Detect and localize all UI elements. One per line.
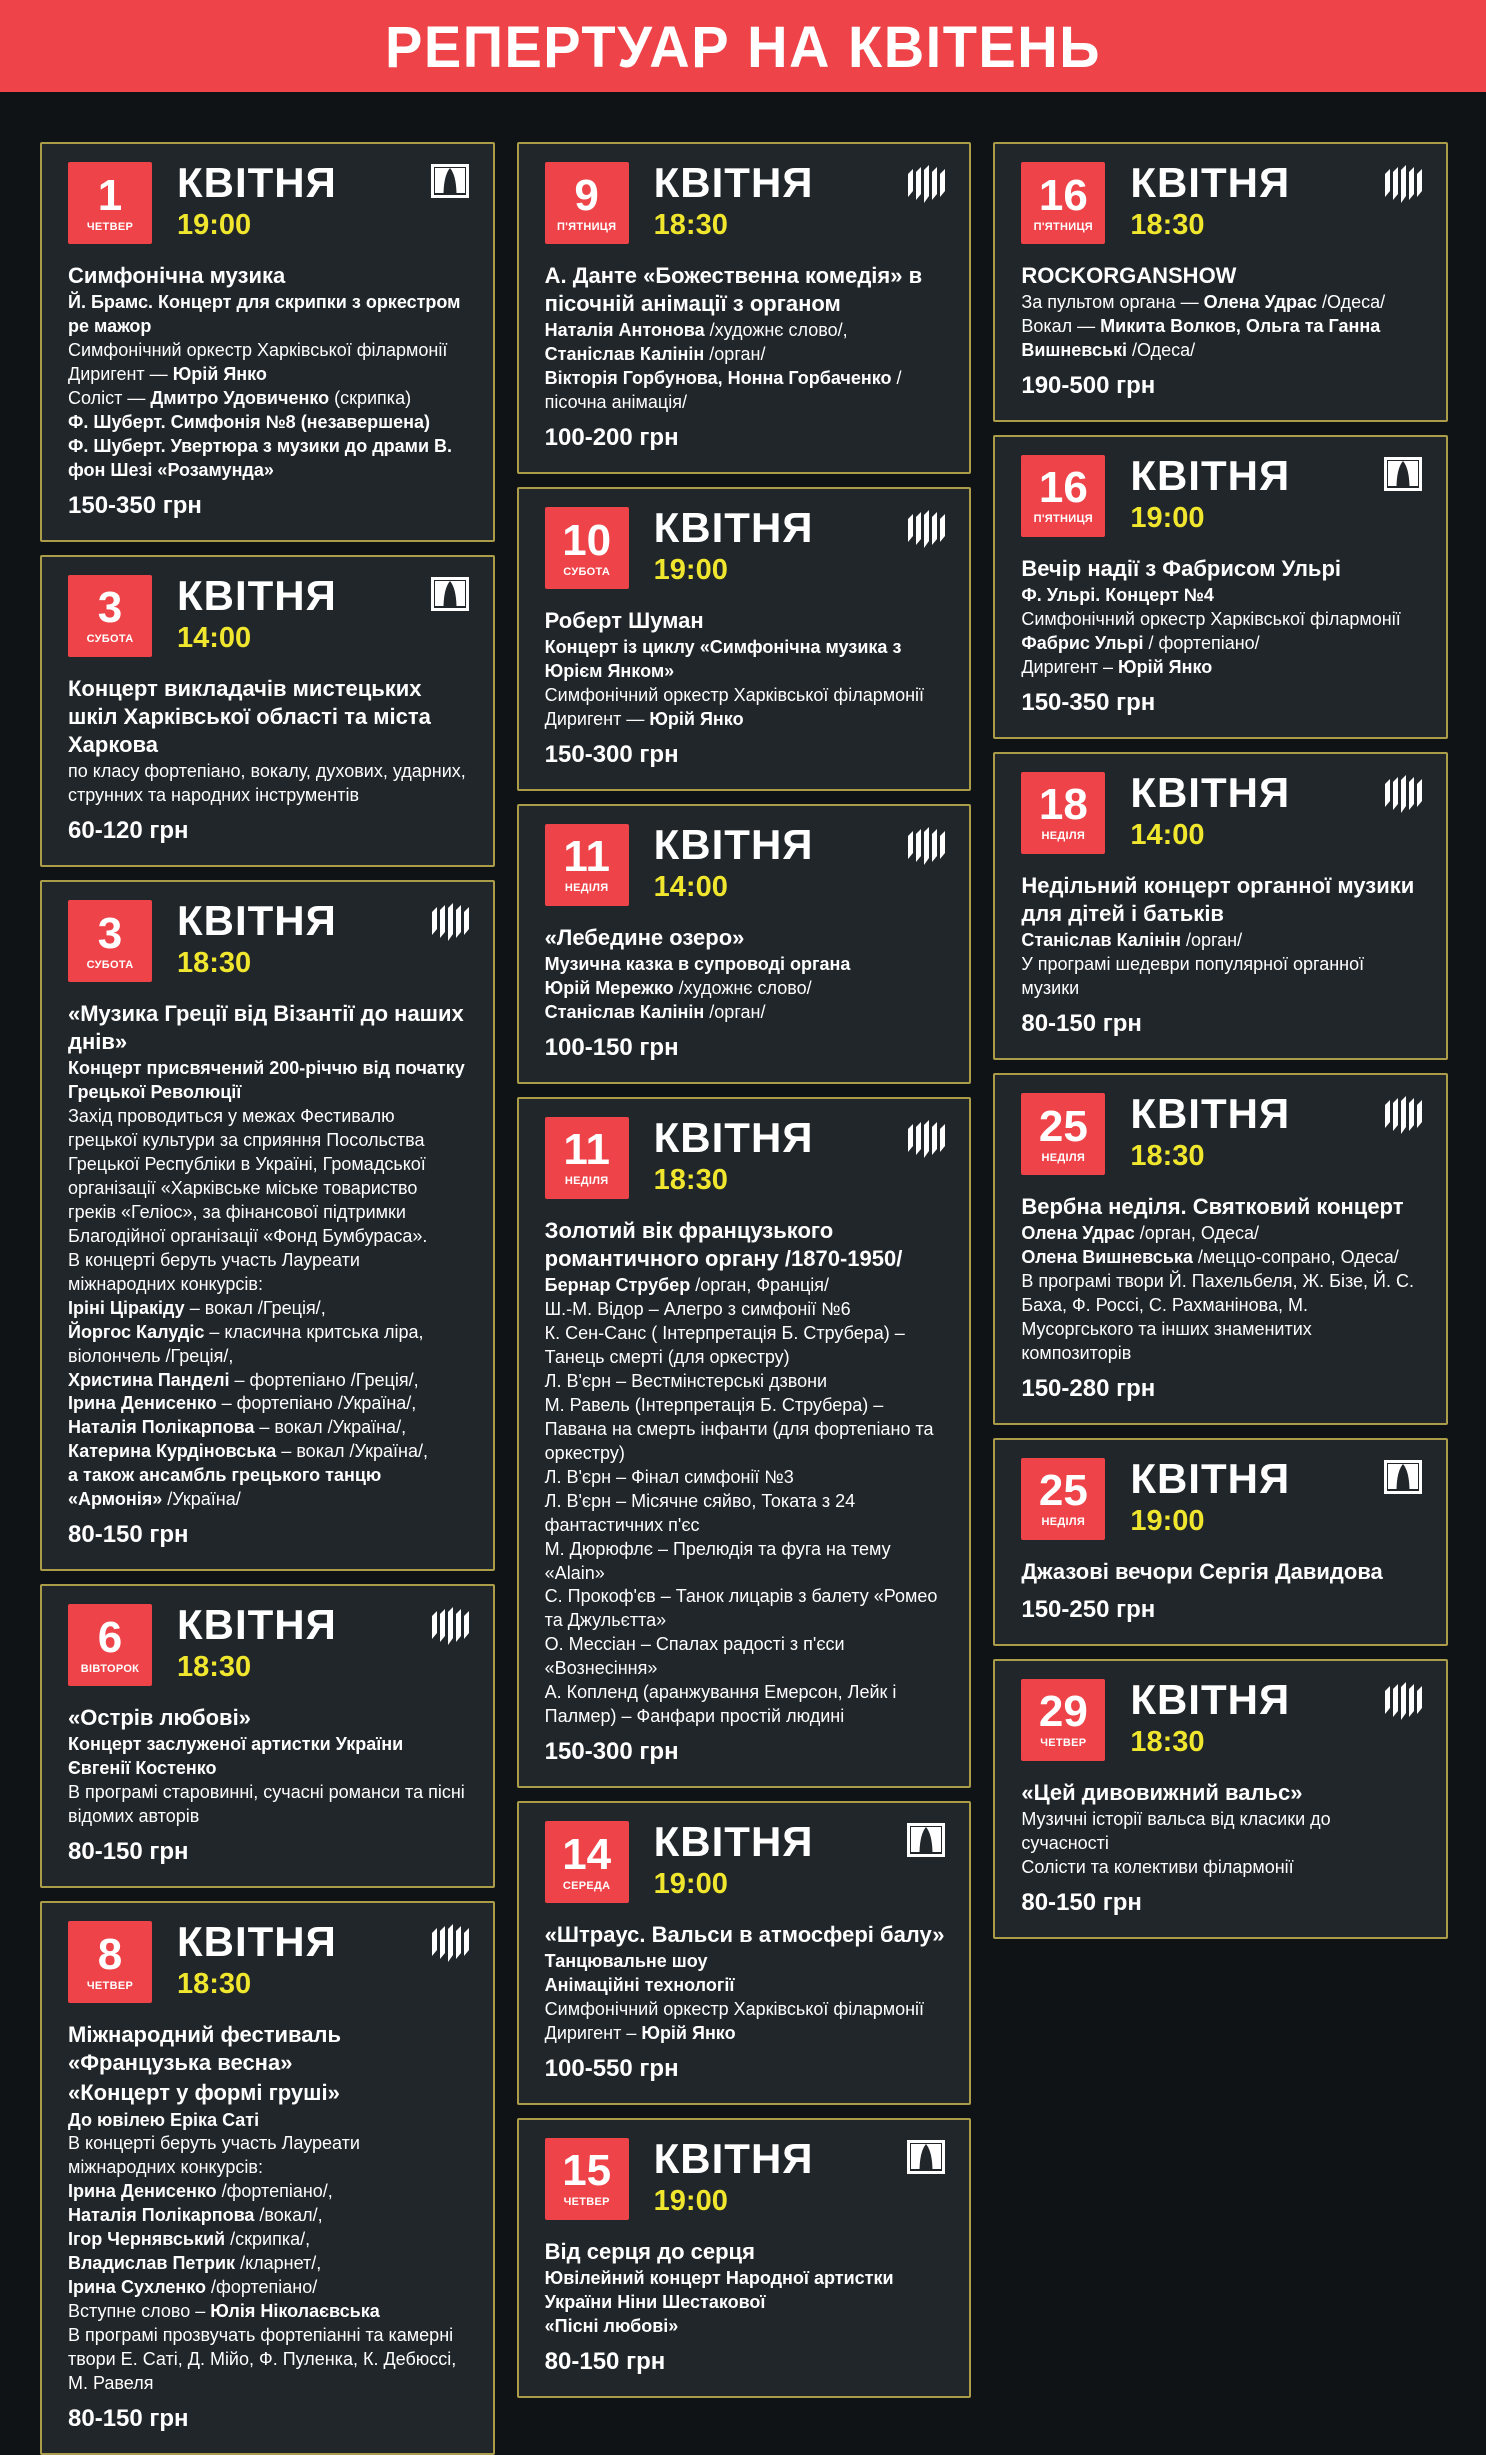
theater-stage-icon [431, 164, 469, 198]
month-time-block [177, 897, 337, 979]
event-card-body [1021, 261, 1422, 363]
month-label: КВІТНЯ [1130, 1454, 1291, 1502]
event-card [40, 555, 495, 867]
event-card [517, 2118, 972, 2398]
event-time: 19:00 [653, 1868, 728, 1901]
date-badge [545, 162, 629, 244]
date-weekday: ЧЕТВЕР [86, 220, 134, 233]
event-line-bold: Ювілейний концерт Народної артистки України Ніни Шестакової [544, 2268, 894, 2313]
event-price: 150-300 грн [544, 1738, 679, 1766]
organ-pipes-icon [907, 164, 945, 204]
month-time-block [653, 2134, 814, 2217]
event-line-title: А. Данте «Божественна комедія» в пісочній анімації з органом [544, 263, 923, 317]
event-line-normal: Симфонічний оркестр Харківської філармонії [544, 685, 925, 706]
month-label: КВІТНЯ [653, 2134, 814, 2182]
date-weekday: П'ЯТНИЦЯ [1033, 220, 1094, 233]
month-time-block [177, 1918, 337, 2001]
event-line-normal: О. Мессіан – Спалах радості з п'єси «Вознесіння» [544, 1634, 845, 1679]
event-time: 18:30 [1130, 209, 1205, 241]
event-time: 18:30 [1130, 1725, 1205, 1758]
event-line-normal: В програмі прозвучать фортепіанні та камерні твори Е. Саті, Д. Мійо, Ф. Пуленка, К. Дебюссі, М. Равеля [68, 2324, 457, 2393]
event-line-normal: Катерина Курдіновська – вокал /Україна/, [68, 1441, 428, 1462]
event-card-header [545, 1818, 946, 1903]
organ-pipes-icon [1384, 164, 1422, 204]
event-card [993, 435, 1448, 739]
month-label: КВІТНЯ [653, 504, 814, 552]
event-line-bold: Концерт із циклу «Симфонічна музика з Юрієм Янком» [544, 637, 902, 682]
month-time-block [653, 820, 814, 903]
event-line-normal: Бернар Струбер /орган, Франція/ [544, 1275, 830, 1296]
event-line-normal: Диригент – Юрій Янко [1021, 656, 1213, 677]
event-line-normal: В програмі старовинні, сучасні романси та пісні відомих авторів [68, 1782, 465, 1827]
month-label: КВІТНЯ [177, 159, 337, 206]
event-price: 80-150 грн [1021, 1888, 1142, 1916]
event-line-normal: Вокал — Микита Волков, Ольга та Ганна Вишневські /Одеса/ [1021, 316, 1381, 361]
event-line-title: «Острів любові» [68, 1705, 251, 1731]
date-day: 10 [562, 515, 612, 565]
event-line-normal: Владислав Петрик /кларнет/, [68, 2253, 322, 2274]
month-time-block [1130, 451, 1291, 534]
month-label: КВІТНЯ [1130, 768, 1291, 816]
date-badge [545, 1821, 629, 1903]
event-line-title: Міжнародний фестиваль «Французька весна» [68, 2022, 341, 2076]
page-header [0, 0, 1486, 92]
event-line-normal: Олена Удрас /орган, Одеса/ [1021, 1223, 1259, 1244]
theater-stage-icon [431, 577, 469, 611]
event-line-normal: У програмі шедеври популярної органної музики [1021, 954, 1365, 999]
event-time: 18:30 [177, 1651, 252, 1684]
event-line-title: «Концерт у формі груші» [68, 2080, 340, 2106]
event-time: 18:30 [653, 209, 728, 241]
event-time: 14:00 [653, 870, 728, 903]
schedule-grid [0, 92, 1486, 2455]
event-line-normal: Наталія Полікарпова /вокал/, [68, 2205, 323, 2226]
event-line-normal: Диригент — Юрій Янко [68, 363, 267, 384]
month-time-block [1130, 768, 1291, 851]
date-weekday: СУБОТА [86, 958, 134, 971]
month-time-block [653, 1818, 814, 1901]
date-day: 16 [1038, 463, 1088, 513]
event-line-normal: Ірина Сухленко /фортепіано/ [68, 2277, 318, 2298]
event-line-normal: Л. В'єрн – Місячне сяйво, Токата з 24 фантастичних п'єс [544, 1490, 856, 1535]
event-line-title: «Штраус. Вальси в атмосфері балу» [544, 1922, 945, 1948]
event-line-normal: Симфонічний оркестр Харківської філармонії [1021, 609, 1401, 630]
date-weekday: НЕДІЛЯ [564, 1175, 609, 1188]
event-card [517, 142, 972, 474]
event-line-normal: Станіслав Калінін /орган/ [1021, 930, 1243, 951]
month-time-block [653, 1113, 814, 1196]
event-line-title: Джазові вечори Сергія Давидова [1021, 1558, 1383, 1584]
date-badge [545, 2138, 629, 2220]
event-line-normal: Христина Панделі – фортепіано /Греція/, [68, 1369, 419, 1390]
date-day: 25 [1038, 1101, 1088, 1151]
event-price: 150-280 грн [1021, 1374, 1156, 1402]
event-time: 18:30 [177, 947, 252, 979]
date-day: 6 [97, 1612, 123, 1662]
organ-pipes-icon [431, 1606, 469, 1646]
event-card [40, 880, 495, 1571]
month-label: КВІТНЯ [1130, 1090, 1291, 1137]
organ-pipes-icon [907, 509, 945, 549]
event-line-normal: Вікторія Горбунова, Нонна Горбаченко /пісочна анімація/ [544, 368, 902, 413]
date-weekday: П'ЯТНИЦЯ [557, 220, 617, 233]
event-time: 18:30 [1130, 1140, 1205, 1172]
event-line-normal: М. Равель (Інтерпретація Б. Струбера) – Павана на смерть інфанти (для фортепіано та оркестру) [544, 1394, 934, 1463]
venue-icon [431, 1604, 469, 1646]
date-badge [545, 507, 629, 589]
event-time: 18:30 [177, 1968, 252, 2001]
event-line-normal: Вступне слово – Юлія Ніколаєвська [68, 2301, 380, 2321]
event-line-normal: Соліст — Дмитро Удовиченко (скрипка) [68, 387, 412, 408]
date-badge [545, 824, 629, 906]
event-line-normal: Симфонічний оркестр Харківської філармонії [68, 340, 448, 361]
venue-icon [431, 1921, 469, 1963]
event-line-bold: Й. Брамс. Концерт для скрипки з оркестром ре мажор [68, 292, 461, 337]
event-card-header [68, 897, 469, 982]
event-line-normal: Л. В'єрн – Фінал симфонії №3 [544, 1466, 794, 1487]
event-card [40, 1901, 495, 2455]
event-card-body [68, 999, 469, 1512]
event-line-bold: Концерт присвячений 200-річчю від початку Грецької Революції [68, 1058, 465, 1103]
schedule-column-2 [517, 142, 972, 2398]
date-weekday: СУБОТА [86, 633, 134, 646]
event-line-normal: Музичні історії вальса від класики до сучасності [1021, 1809, 1331, 1854]
event-line-normal: В концерті беруть участь Лауреати міжнародних конкурсів: [68, 1249, 360, 1294]
event-card-header [1021, 1090, 1422, 1175]
event-card-body [68, 2020, 469, 2396]
date-badge [1021, 162, 1105, 244]
event-line-bold: Музична казка в супроводі органа [544, 954, 851, 975]
month-label: КВІТНЯ [653, 159, 814, 206]
date-day: 3 [97, 908, 123, 958]
event-card-header [545, 1113, 946, 1199]
event-price: 150-350 грн [68, 491, 202, 519]
event-card-body [545, 2237, 946, 2339]
date-badge [1021, 1458, 1105, 1540]
event-card-body [545, 261, 946, 415]
event-line-normal: Симфонічний оркестр Харківської філармонії [544, 1999, 925, 2020]
date-weekday: ЧЕТВЕР [86, 1979, 134, 1992]
event-card [993, 142, 1448, 422]
month-label: КВІТНЯ [1130, 159, 1291, 206]
event-line-bold: До ювілею Еріка Саті [68, 2109, 260, 2130]
event-card-body [68, 261, 469, 483]
event-card-header [1021, 1675, 1422, 1761]
event-line-normal: Наталія Антонова /художнє слово/, [544, 320, 848, 341]
event-card-body [545, 1216, 946, 1729]
event-card-header [545, 820, 946, 906]
event-card [993, 1659, 1448, 1939]
event-line-normal: Диригент – Юрій Янко [544, 2023, 736, 2044]
event-card [40, 1584, 495, 1888]
event-card-body [545, 606, 946, 732]
event-price: 80-150 грн [68, 2404, 189, 2432]
event-line-bold: Танцювальне шоу [544, 1951, 708, 1972]
event-line-normal: К. Сен-Санс ( Інтерпретація Б. Струбера) – Танець смерті (для оркестру) [544, 1323, 905, 1368]
event-line-normal: Станіслав Калінін /орган/ [544, 1002, 766, 1022]
month-label: КВІТНЯ [177, 897, 337, 944]
event-line-normal: Фабрис Ульрі / фортепіано/ [1021, 633, 1260, 653]
event-card [517, 804, 972, 1084]
event-line-normal: В концерті беруть участь Лауреати міжнародних конкурсів: [68, 2133, 360, 2178]
event-line-title: Вербна неділя. Святковий концерт [1021, 1194, 1404, 1219]
event-line-normal: Наталія Полікарпова – вокал /Україна/, [68, 1417, 407, 1438]
date-day: 11 [563, 832, 610, 882]
month-time-block [653, 159, 814, 241]
event-line-normal: Захід проводиться у межах Фестивалю грецької культури за сприяння Посольства Грецької Республіки в Україні, Громадської організації «Харківське міське товариство греків «Геліос», за фінансової підтримки Благодійної організації «Фонд Бумбураса». [68, 1106, 428, 1246]
date-weekday: НЕДІЛЯ [1041, 1151, 1086, 1164]
venue-icon [907, 1117, 945, 1159]
month-time-block [1130, 1675, 1291, 1758]
event-line-normal: Станіслав Калінін /орган/ [544, 344, 766, 365]
organ-pipes-icon [907, 826, 945, 866]
theater-stage-icon [907, 1823, 945, 1857]
event-line-bold: Ф. Ульрі. Концерт №4 [1021, 585, 1214, 606]
event-card-header [1021, 451, 1422, 537]
event-time: 18:30 [653, 1163, 728, 1196]
event-line-bold: Ф. Шуберт. Симфонія №8 (незавершена) [68, 411, 431, 432]
event-line-normal: по класу фортепіано, вокалу, духових, ударних, струнних та народних інструментів [68, 761, 466, 806]
event-card-body [545, 923, 946, 1025]
date-badge [1021, 455, 1105, 537]
event-price: 190-500 грн [1021, 371, 1156, 399]
event-line-title: Роберт Шуман [544, 608, 704, 634]
date-weekday: НЕДІЛЯ [564, 882, 609, 895]
event-line-normal: Ш.-М. Відор – Алегро з симфонії №6 [544, 1299, 851, 1320]
event-line-title: Від серця до серця [544, 2238, 755, 2264]
event-price: 150-300 грн [544, 740, 679, 768]
organ-pipes-icon [431, 902, 469, 942]
theater-stage-icon [1384, 457, 1422, 491]
page-title: РЕПЕРТУАР НА КВІТЕНЬ [385, 12, 1101, 80]
organ-pipes-icon [907, 1119, 945, 1159]
date-day: 25 [1038, 1466, 1088, 1516]
event-line-normal: Ірина Денисенко – фортепіано /Україна/, [68, 1393, 417, 1414]
venue-icon [431, 162, 469, 198]
event-line-bold: Анімаційні технології [544, 1975, 735, 1996]
event-line-normal: За пультом органа — Олена Удрас /Одеса/ [1021, 292, 1386, 313]
event-time: 19:00 [177, 209, 252, 241]
date-badge [1021, 1093, 1105, 1175]
venue-icon [431, 900, 469, 942]
venue-icon [907, 2138, 945, 2174]
venue-icon [907, 162, 945, 204]
venue-icon [1384, 1458, 1422, 1494]
date-day: 15 [562, 2146, 612, 2196]
event-line-normal: Олена Вишневська /меццо-сопрано, Одеса/ [1021, 1247, 1399, 1268]
event-line-normal: В програмі твори Й. Пахельбеля, Ж. Бізе, Й. С. Баха, Ф. Россі, С. Рахманінова, М. Мусоргського та інших знаменитих композиторів [1021, 1271, 1414, 1363]
date-day: 8 [97, 1929, 123, 1979]
venue-icon [1384, 1093, 1422, 1135]
event-line-title: Концерт викладачів мистецьких шкіл Харківської області та міста Харкова [68, 675, 431, 757]
event-card-header [68, 571, 469, 657]
month-time-block [177, 571, 337, 654]
event-card [993, 1073, 1448, 1425]
event-price: 80-150 грн [1021, 1010, 1142, 1037]
organ-pipes-icon [1384, 1095, 1422, 1135]
event-line-bold: Ф. Шуберт. Увертюра з музики до драми В. фон Шезі «Розамунда» [68, 435, 453, 480]
event-price: 150-350 грн [1021, 688, 1156, 716]
month-time-block [177, 1601, 337, 1684]
date-weekday: П'ЯТНИЦЯ [1033, 513, 1094, 526]
date-day: 3 [97, 583, 123, 633]
schedule-column-1 [40, 142, 495, 2455]
date-badge [1021, 772, 1105, 854]
date-day: 1 [97, 170, 123, 220]
event-card-header [1021, 159, 1422, 244]
venue-icon [1384, 1679, 1422, 1721]
date-day: 18 [1038, 780, 1088, 830]
event-line-normal: Ігор Чернявський /скрипка/, [68, 2229, 311, 2250]
date-badge [545, 1117, 629, 1199]
event-price: 60-120 грн [68, 817, 189, 844]
organ-pipes-icon [1384, 774, 1422, 814]
month-label: КВІТНЯ [177, 571, 337, 619]
event-line-normal: Диригент — Юрій Янко [544, 709, 744, 730]
event-line-normal: Солісти та колективи філармонії [1021, 1856, 1294, 1877]
event-card-body [1021, 1192, 1422, 1366]
venue-icon [1384, 772, 1422, 814]
event-card-header [68, 1601, 469, 1686]
event-time: 19:00 [653, 2184, 728, 2217]
month-time-block [1130, 1090, 1291, 1172]
event-price: 100-550 грн [544, 2054, 679, 2082]
event-line-bold: «Пісні любові» [544, 2316, 679, 2336]
event-line-title: ROCKORGANSHOW [1021, 263, 1237, 288]
event-card-body [545, 1920, 946, 2046]
organ-pipes-icon [1384, 1681, 1422, 1721]
event-line-title: «Цей дивовижний вальс» [1021, 1779, 1303, 1805]
date-badge [68, 162, 152, 244]
date-badge [68, 575, 152, 657]
month-label: КВІТНЯ [1130, 451, 1291, 499]
venue-icon [907, 1821, 945, 1857]
event-line-title: Золотий вік французького романтичного органу /1870-1950/ [544, 1217, 903, 1272]
event-line-normal: Л. В'єрн – Вестмінстерські дзвони [544, 1371, 828, 1391]
date-weekday: ЧЕТВЕР [1040, 1737, 1087, 1750]
event-card [517, 487, 972, 791]
date-weekday: СУБОТА [563, 565, 611, 578]
month-time-block [1130, 1454, 1291, 1537]
event-line-normal: С. Прокоф'єв – Танок лицарів з балету «Ромео та Джульєтта» [544, 1586, 938, 1631]
date-badge [68, 1604, 152, 1686]
event-card-header [545, 2134, 946, 2220]
event-card [993, 752, 1448, 1060]
event-card-header [545, 504, 946, 589]
event-price: 100-200 грн [544, 424, 679, 452]
event-line-normal: Йоргос Калудіс – класична критська ліра, віолончель /Греція/, [68, 1321, 424, 1366]
date-weekday: СЕРЕДА [562, 1879, 611, 1892]
theater-stage-icon [1384, 1460, 1422, 1494]
event-card [40, 142, 495, 542]
venue-icon [907, 507, 945, 549]
event-line-title: Недільний концерт органної музики для дітей і батьків [1021, 872, 1415, 927]
event-time: 14:00 [177, 621, 252, 654]
event-card [993, 1438, 1448, 1646]
venue-icon [431, 575, 469, 611]
event-line-normal: Іріні Ціракіду – вокал /Греція/, [68, 1297, 326, 1318]
month-label: КВІТНЯ [177, 1601, 337, 1649]
date-weekday: НЕДІЛЯ [1041, 830, 1086, 843]
event-card-body [68, 1703, 469, 1829]
date-badge [68, 900, 152, 982]
event-price: 80-150 грн [544, 2347, 666, 2375]
venue-icon [1384, 162, 1422, 204]
date-weekday: ЧЕТВЕР [563, 2196, 610, 2209]
venue-icon [1384, 455, 1422, 491]
month-label: КВІТНЯ [177, 1918, 337, 1966]
event-card-body [1021, 1778, 1422, 1880]
organ-pipes-icon [431, 1923, 469, 1963]
event-line-normal: Ірина Денисенко /фортепіано/, [68, 2181, 333, 2202]
event-card-header [1021, 1454, 1422, 1540]
venue-icon [907, 824, 945, 866]
month-label: КВІТНЯ [653, 1113, 814, 1161]
event-price: 80-150 грн [68, 1521, 189, 1549]
date-day: 11 [563, 1125, 610, 1175]
date-day: 29 [1038, 1687, 1088, 1737]
event-line-title: Симфонічна музика [68, 263, 286, 288]
date-weekday: ВІВТОРОК [80, 1662, 140, 1675]
event-card-body [1021, 1557, 1422, 1587]
month-label: КВІТНЯ [653, 820, 814, 868]
event-line-normal: А. Копленд (аранжування Емерсон, Лейк і Палмер) – Фанфари простій людині [544, 1682, 897, 1727]
event-line-normal: М. Дюрюфлє – Прелюдія та фуга на тему «Alain» [544, 1538, 891, 1583]
month-label: КВІТНЯ [1130, 1675, 1291, 1723]
event-time: 14:00 [1130, 818, 1205, 851]
event-time: 19:00 [653, 554, 728, 587]
schedule-column-3 [993, 142, 1448, 1939]
event-card [517, 1801, 972, 2105]
event-line-bold: Концерт заслуженої артистки України Євгенії Костенко [68, 1734, 404, 1779]
event-line-title: «Лебедине озеро» [544, 924, 745, 950]
theater-stage-icon [907, 2140, 945, 2174]
event-line-normal: а також ансамбль грецького танцю «Армонія» /Україна/ [68, 1465, 382, 1510]
month-time-block [653, 504, 814, 587]
event-price: 150-250 грн [1021, 1595, 1156, 1623]
event-card-header [1021, 768, 1422, 854]
month-label: КВІТНЯ [653, 1818, 814, 1866]
event-price: 100-150 грн [544, 1033, 679, 1061]
month-time-block [1130, 159, 1291, 241]
event-card-header [545, 159, 946, 244]
event-time: 19:00 [1130, 1504, 1205, 1537]
event-price: 80-150 грн [68, 1838, 189, 1866]
month-time-block [177, 159, 337, 241]
event-card-header [68, 1918, 469, 2003]
date-weekday: НЕДІЛЯ [1041, 1516, 1086, 1529]
date-badge [1021, 1679, 1105, 1761]
event-line-title: Вечір надії з Фабрисом Ульрі [1021, 555, 1341, 581]
event-card-body [1021, 554, 1422, 680]
date-badge [68, 1921, 152, 2003]
date-day: 14 [562, 1829, 612, 1879]
date-day: 16 [1038, 170, 1088, 220]
event-line-normal: Юрій Мережко /художнє слово/ [544, 978, 812, 999]
date-day: 9 [574, 170, 599, 220]
event-line-title: «Музика Греції від Візантії до наших днів» [68, 1001, 464, 1055]
event-card [517, 1097, 972, 1788]
event-card-body [68, 674, 469, 808]
event-card-body [1021, 871, 1422, 1001]
event-time: 19:00 [1130, 501, 1205, 534]
event-card-header [68, 159, 469, 244]
